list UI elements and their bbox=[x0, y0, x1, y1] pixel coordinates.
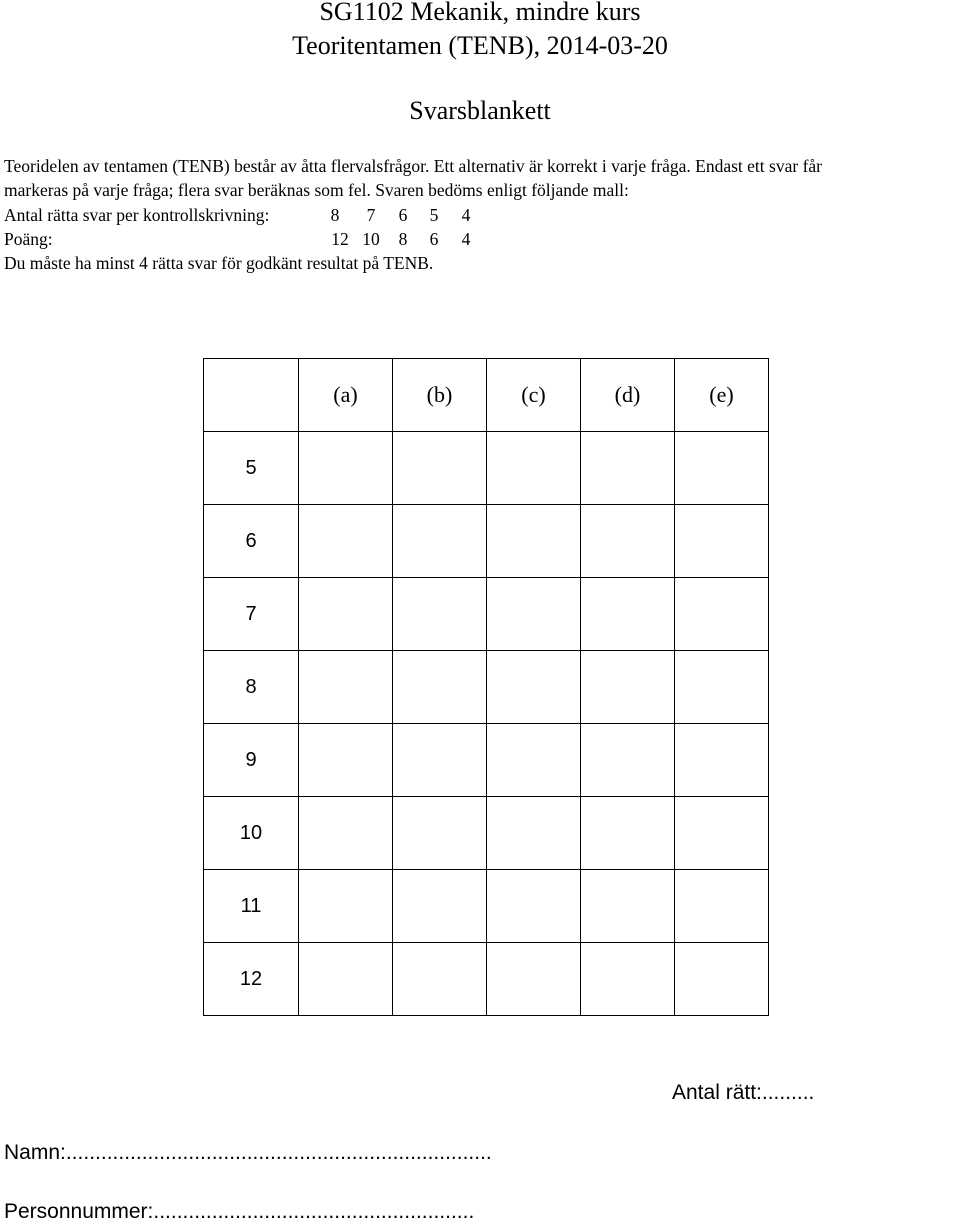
score-value: 5 bbox=[429, 205, 439, 225]
answer-box[interactable] bbox=[487, 651, 581, 724]
column-header: (d) bbox=[581, 359, 675, 432]
answer-box[interactable] bbox=[487, 943, 581, 1016]
question-row bbox=[204, 651, 769, 724]
score-value: 4 bbox=[461, 205, 471, 225]
answer-box[interactable] bbox=[487, 797, 581, 870]
answer-box[interactable] bbox=[393, 432, 487, 505]
answer-box[interactable] bbox=[487, 870, 581, 943]
score-value: 8 bbox=[398, 229, 408, 249]
answer-box[interactable] bbox=[393, 724, 487, 797]
score-value: 6 bbox=[429, 229, 439, 249]
answer-box[interactable] bbox=[393, 578, 487, 651]
instructions-line-1: Teoridelen av tentamen (TENB) består av åtta flervalsfrågor. Ett alternativ är korrekt i varje fråga. Endast ett svar får bbox=[4, 156, 822, 176]
answer-box[interactable] bbox=[299, 578, 393, 651]
question-number: 6 bbox=[204, 505, 299, 578]
score-value: 10 bbox=[362, 229, 380, 249]
answer-box[interactable] bbox=[675, 724, 769, 797]
answer-box[interactable] bbox=[581, 943, 675, 1016]
answer-box[interactable] bbox=[675, 943, 769, 1016]
column-header: (e) bbox=[675, 359, 769, 432]
column-header: (b) bbox=[393, 359, 487, 432]
grid-corner-cell bbox=[204, 359, 299, 432]
answer-box[interactable] bbox=[581, 724, 675, 797]
answer-box[interactable] bbox=[487, 724, 581, 797]
answer-grid bbox=[203, 358, 769, 1016]
score-row-label: Poäng: bbox=[4, 229, 53, 249]
answer-grid-header-row bbox=[204, 359, 769, 432]
question-row bbox=[204, 797, 769, 870]
answer-box[interactable] bbox=[675, 578, 769, 651]
question-row bbox=[204, 943, 769, 1016]
question-row bbox=[204, 870, 769, 943]
answer-box[interactable] bbox=[299, 724, 393, 797]
question-number: 7 bbox=[204, 578, 299, 651]
question-number: 5 bbox=[204, 432, 299, 505]
score-value: 4 bbox=[461, 229, 471, 249]
antal-ratt-field[interactable]: Antal rätt:......... bbox=[672, 1081, 815, 1104]
answer-box[interactable] bbox=[393, 943, 487, 1016]
course-title: SG1102 Mekanik, mindre kurs bbox=[319, 0, 641, 26]
exam-title: Teoritentamen (TENB), 2014-03-20 bbox=[292, 31, 668, 60]
question-number: 8 bbox=[204, 651, 299, 724]
answer-box[interactable] bbox=[299, 505, 393, 578]
question-number: 10 bbox=[204, 797, 299, 870]
answer-box[interactable] bbox=[581, 870, 675, 943]
answer-box[interactable] bbox=[299, 943, 393, 1016]
instructions-line-3: Du måste ha minst 4 rätta svar för godkänt resultat på TENB. bbox=[4, 253, 434, 273]
question-number: 9 bbox=[204, 724, 299, 797]
answer-box[interactable] bbox=[393, 870, 487, 943]
answer-box[interactable] bbox=[487, 432, 581, 505]
answer-box[interactable] bbox=[581, 797, 675, 870]
answer-box[interactable] bbox=[675, 505, 769, 578]
answer-box[interactable] bbox=[581, 505, 675, 578]
answer-box[interactable] bbox=[675, 870, 769, 943]
question-number: 11 bbox=[204, 870, 299, 943]
score-value: 7 bbox=[366, 205, 376, 225]
answer-box[interactable] bbox=[487, 505, 581, 578]
answer-box[interactable] bbox=[675, 432, 769, 505]
answer-box[interactable] bbox=[581, 578, 675, 651]
answer-box[interactable] bbox=[299, 870, 393, 943]
question-row bbox=[204, 432, 769, 505]
question-row bbox=[204, 578, 769, 651]
answer-box[interactable] bbox=[675, 797, 769, 870]
column-header: (a) bbox=[299, 359, 393, 432]
answer-box[interactable] bbox=[581, 651, 675, 724]
question-row bbox=[204, 724, 769, 797]
form-title: Svarsblankett bbox=[409, 96, 551, 125]
answer-box[interactable] bbox=[299, 651, 393, 724]
score-row-label: Antal rätta svar per kontrollskrivning: bbox=[4, 205, 270, 225]
namn-field[interactable]: Namn:......................................................................... bbox=[4, 1141, 492, 1164]
score-value: 6 bbox=[398, 205, 408, 225]
answer-box[interactable] bbox=[393, 797, 487, 870]
answer-box[interactable] bbox=[581, 432, 675, 505]
answer-box[interactable] bbox=[675, 651, 769, 724]
instructions-line-2: markeras på varje fråga; flera svar beräknas som fel. Svaren bedöms enligt följande mall: bbox=[4, 180, 629, 200]
personnummer-field[interactable]: Personnummer:....................................................... bbox=[4, 1200, 475, 1223]
answer-box[interactable] bbox=[393, 651, 487, 724]
question-number: 12 bbox=[204, 943, 299, 1016]
question-row bbox=[204, 505, 769, 578]
column-header: (c) bbox=[487, 359, 581, 432]
score-value: 8 bbox=[330, 205, 340, 225]
score-value: 12 bbox=[331, 229, 349, 249]
answer-box[interactable] bbox=[299, 432, 393, 505]
answer-box[interactable] bbox=[487, 578, 581, 651]
answer-box[interactable] bbox=[299, 797, 393, 870]
answer-box[interactable] bbox=[393, 505, 487, 578]
